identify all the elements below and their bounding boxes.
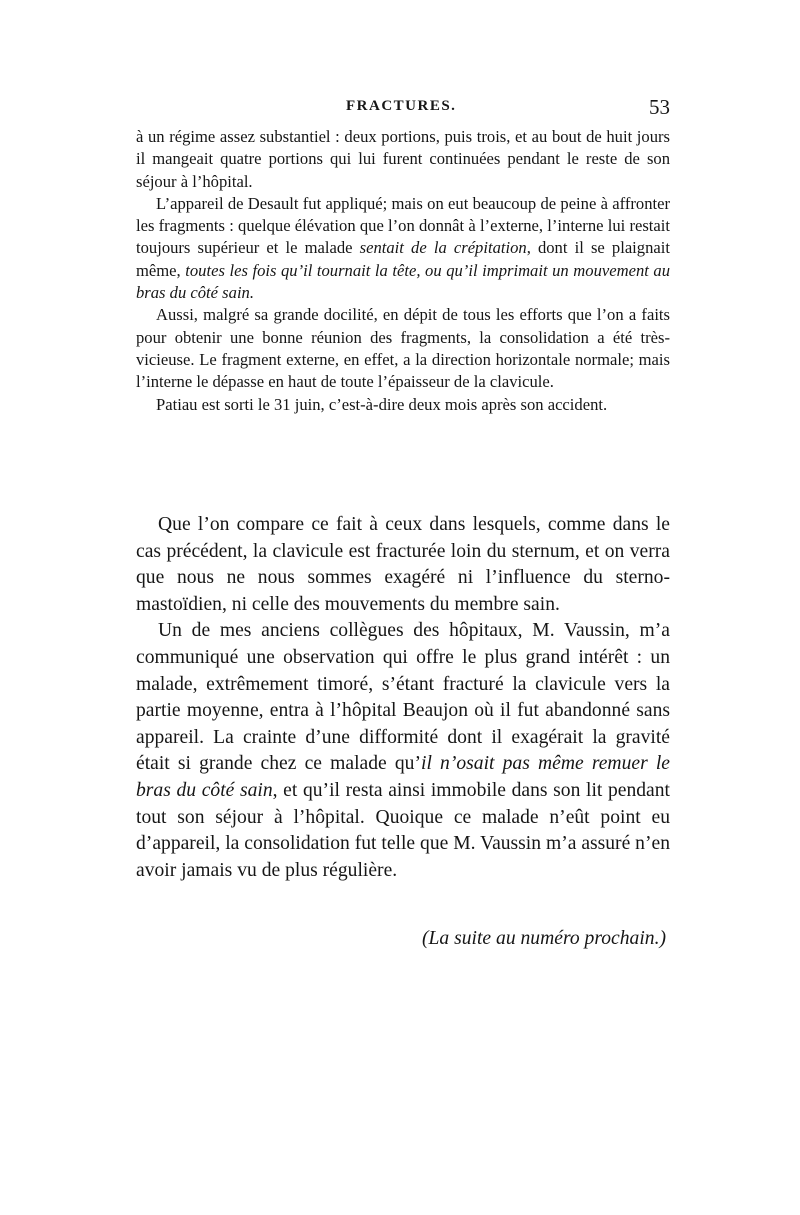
paragraph-vaussin (136, 618, 670, 884)
discussion-text (136, 512, 670, 884)
continuation-note: (La suite au numéro prochain.) (422, 928, 666, 949)
paragraph-appareil-emphasis-crepitation: sentait de la crépitation (359, 238, 527, 258)
paragraph-diet: à un régime assez substantiel : deux portions, puis trois, et au bout de huit jours il mangeait quatre portions qui lui furent continuées pendant le reste de son séjour à l’hôpital. (136, 127, 670, 191)
page-number: 53 (649, 95, 670, 119)
running-head (136, 95, 670, 120)
paragraph-vaussin-emphasis: il n’osait pas même remuer le bras du côté sain (136, 753, 670, 801)
paragraph-discharge: Patiau est sorti le 31 juin, c’est-à-dire deux mois après son accident. (156, 394, 608, 414)
paragraph-appareil (136, 193, 670, 304)
paragraph-appareil-text-b: , dont il se plaignait même, (136, 238, 670, 280)
paragraph-consolidation: Aussi, malgré sa grande docilité, en dépit de tous les efforts que l’on a faits pour obtenir une bonne réunion des fragments, la consolidation a été très-vicieuse. Le fragment externe, en effet, a la direction horizontale normale; mais l’interne le dépasse en haut de toute l’épaisseur de la clavicule. (136, 305, 670, 392)
paragraph-vaussin-text-b: , et qu’il resta ainsi immobile dans son lit pendant tout son séjour à l’hôpital. Quoique ce malade n’eût point eu d’appareil, la consolidation fut telle que M. Vaussin m’a assuré n’en avoir jamais vu de plus régulière. (136, 779, 670, 881)
case-report-text (136, 126, 670, 416)
paragraph-appareil-text-a: L’appareil de Desault fut appliqué; mais on eut beaucoup de peine à affronter les fragments : quelque élévation que l’on donnât à l’externe, l’interne lui restait toujours supérieur et le malade (136, 193, 670, 258)
running-title: FRACTURES. (346, 98, 457, 114)
paragraph-vaussin-text-a: Un de mes anciens collègues des hôpitaux, M. Vaussin, m’a communiqué une observation qui offre le plus grand intérêt : un malade, extrêmement timoré, s’étant fracturé la clavicule vers la partie moyenne, entra à l’hôpital Beaujon où il fut abandonné sans appareil. La crainte d’une difformité dont il exagérait la gravité était si grande chez ce malade qu’ (136, 620, 670, 775)
paragraph-comparison: Que l’on compare ce fait à ceux dans lesquels, comme dans le cas précédent, la clavicule est fracturée loin du sternum, et on verra que nous ne nous sommes exagéré ni l’influence du sterno-mastoïdien, ni celle des mouvements du membre sain. (136, 514, 670, 615)
paragraph-appareil-emphasis-movement: toutes les fois qu’il tournait la tête, ou qu’il imprimait un mouvement au bras du côté sain. (136, 260, 671, 303)
